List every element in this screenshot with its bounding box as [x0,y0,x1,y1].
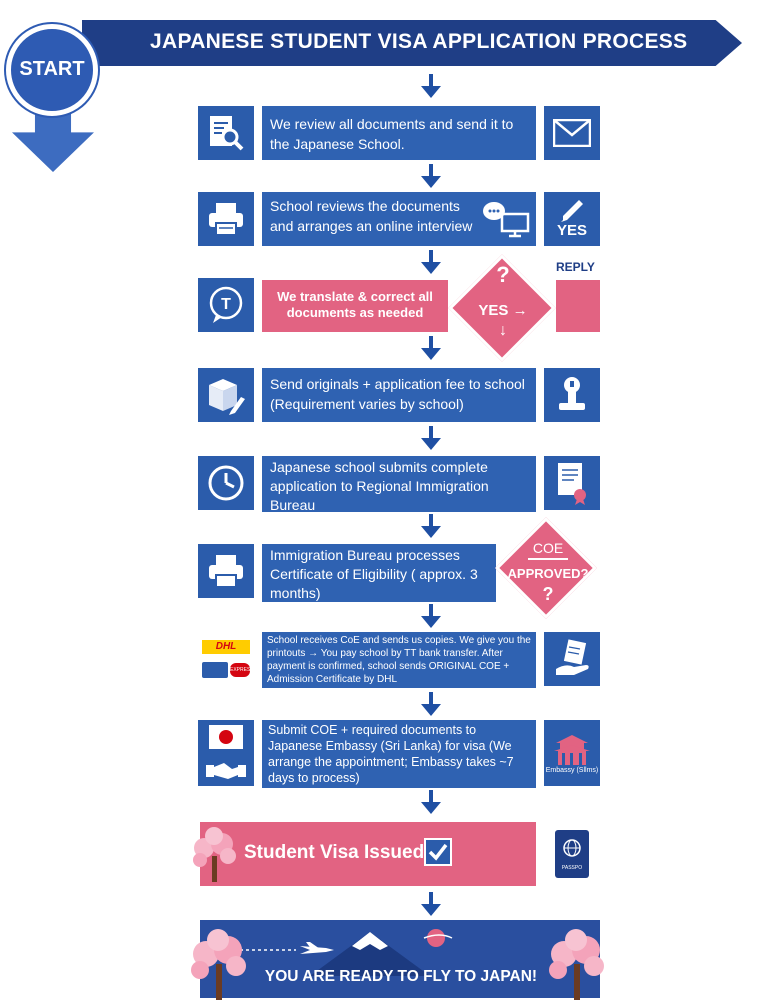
diamond-approved-label: APPROVED? [507,566,589,581]
step-6-text: Immigration Bureau processes Certificate of Eligibility ( approx. 3 months) [262,544,496,602]
cherry-blossom-tree-icon [188,928,250,1000]
express-badge: EXPRESS [230,663,250,677]
diamond-yes-label: YES → [478,302,528,319]
flow-arrow [421,892,441,918]
flow-arrow [421,336,441,362]
chat-monitor-icon [482,200,530,238]
visa-issued-label: Student Visa Issued [244,842,425,863]
embassy-box [544,720,600,786]
dhl-card-icon [198,632,254,686]
globe-icon [562,838,582,858]
step-2-label: School reviews the documents and arranges an online interview [270,198,473,234]
clock-icon [198,456,254,510]
step-2-text [262,192,536,246]
reply-label: REPLY [556,260,595,274]
japan-flag-icon [209,725,243,749]
printer-icon [198,544,254,598]
flow-arrow [421,692,441,718]
passport-box [544,822,600,886]
certificate-icon [544,456,600,510]
step-1-text: We review all documents and send it to the Japanese School. [262,106,536,160]
step-8-text: Submit COE + required documents to Japanese Embassy (Sri Lanka) for visa (We arrange the appointment; Embassy takes ~7 days to process) [262,720,536,788]
step-7-text: School receives CoE and sends us copies. We give you the printouts → You pay school by TT bank transfer. After payment is confirmed, school sends ORIGINAL COE + Admission Certificate by DHL [262,632,536,688]
flow-arrow [421,74,441,100]
checkbox-checked-icon [424,838,452,866]
mount-fuji-scene [200,920,600,998]
cherry-blossom-tree-icon [190,826,240,884]
package-pencil-icon [198,368,254,422]
diamond-divider [528,558,568,560]
start-label: START [19,58,85,80]
flow-arrow [421,250,441,276]
footer-banner [200,920,600,998]
embassy-building-icon [552,733,592,767]
pencil-yes-box [544,192,600,246]
document-search-icon [198,106,254,160]
printer-icon [198,192,254,246]
step-5-text: Japanese school submits complete application to Regional Immigration Bureau [262,456,536,512]
flow-arrow [421,514,441,540]
flow-arrow [421,164,441,190]
flow-arrow [421,604,441,630]
diamond-question: ? [542,584,554,604]
stamp-icon [544,368,600,422]
credit-card-icon [202,662,228,678]
cherry-blossom-tree-icon [546,928,608,1000]
embassy-caption: Embassy (Sllms) [545,766,599,774]
step-4-text: Send originals + application fee to school (Requirement varies by school) [262,368,536,422]
handshake-icon [206,759,246,781]
translate-icon [198,278,254,332]
pencil-icon [559,200,585,222]
dhl-logo: DHL [202,640,250,654]
reply-box [556,280,600,332]
diamond-question: ? [496,262,510,287]
envelope-icon [544,106,600,160]
svg-text:T: T [221,296,231,313]
passport-label: PASSPO [561,864,583,871]
footer-text: YOU ARE READY TO FLY TO JAPAN! [264,968,538,985]
yes-label: YES [556,221,587,239]
step-3-text: We translate & correct all documents as needed [262,280,448,332]
diamond-coe-label: COE [532,540,564,556]
page-title: JAPANESE STUDENT VISA APPLICATION PROCESS [150,30,688,53]
passport-icon [555,830,589,878]
japan-handshake-icon [198,720,254,786]
flow-arrow [421,426,441,452]
flow-arrow [421,790,441,816]
down-arrow-icon: ↓ [499,322,507,339]
hand-document-icon [544,632,600,686]
